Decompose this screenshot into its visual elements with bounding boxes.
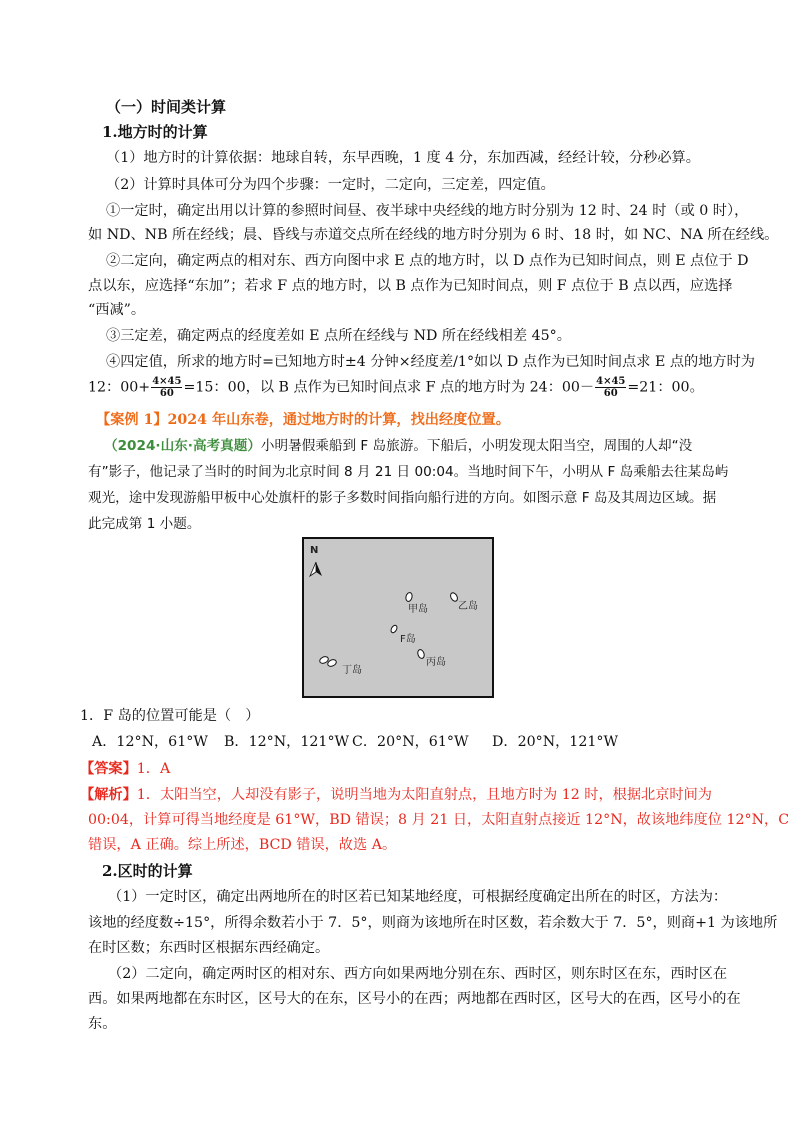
case-line4: 此完成第 1 小题。	[88, 516, 201, 532]
map-drawing	[304, 539, 492, 696]
paragraph-steps: （2）计算时具体可分为四个步骤：一定时，二定向，三定差，四定值。	[106, 177, 555, 193]
option-b: B．12°N，121°W	[224, 734, 350, 750]
fraction-denominator: 60	[603, 388, 618, 399]
case-text: 小明暑假乘船到 F 岛旅游。下船后，小明发现太阳当空，周围的人却“没	[260, 438, 693, 454]
zone-step1-line2: 该地的经度数÷15°，所得余数若小于 7．5°，则商为该地所在时区数，若余数大于 7．5°，则商+1 为该地所	[88, 915, 778, 931]
zone-step1-line3: 在时区数；东西时区根据东西经确定。	[88, 940, 330, 956]
step1-line1: ①一定时，确定出用以计算的参照时间昼、夜半球中央经线的地方时分别为 12 时、24 时（或 0 时），	[106, 203, 749, 219]
case-line1	[104, 436, 692, 456]
answer-value: 1．A	[136, 761, 171, 777]
step2-line2: 点以东，应选择“东加”；若求 F 点的地方时，以 B 点作为已知时间点，则 F 点位于 B 点以西，应选择	[88, 278, 733, 294]
zone-step2-line3: 东。	[88, 1016, 117, 1032]
analysis-text: 1．太阳当空，人却没有影子，说明当地为太阳直射点，且地方时为 12 时，根据北京时间为	[136, 787, 712, 803]
north-label: N	[310, 545, 319, 556]
case-line2: 有”影子，他记录了当时的时间为北京时间 8 月 21 日 00:04。当地时间下午，小明从 F 岛乘船去往某岛屿	[88, 464, 729, 480]
north-arrow-icon	[310, 562, 322, 576]
section-title: （一）时间类计算	[106, 98, 227, 116]
zone-step2-line1: （2）二定向，确定两时区的相对东、西方向如果两地分别在东、西时区，则东时区在东，西时区在	[108, 966, 728, 982]
option-d: D．20°N，121°W	[492, 734, 619, 750]
analysis-label: 【解析】	[80, 787, 137, 803]
island-f-label: F岛	[400, 634, 416, 645]
analysis-line2: 00:04，计算可得当地经度是 61°W，BD 错误；8 月 21 日，太阳直射点接近 12°N，故该地纬度位 12°N，C	[88, 812, 790, 828]
step2-line3: “西减”。	[88, 302, 146, 318]
island-yi-label: 乙岛	[458, 601, 478, 612]
formula-part-c: =21：00。	[627, 379, 704, 396]
formula-part-b: =15：00，以 B 点作为已知时间点求 F 点的地方时为 24：00－	[183, 379, 595, 396]
island-jia-label: 甲岛	[408, 604, 428, 615]
paragraph-basis: （1）地方时的计算依据：地球自转，东早西晚，1 度 4 分，东加西减，经经计较，分秒必算。	[106, 150, 700, 166]
island-ding-shape	[319, 655, 338, 667]
step2-line1: ②二定向，确定两点的相对东、西方向图中求 E 点的地方时，以 D 点作为已知时间点，则 E 点位于 D	[106, 253, 749, 269]
answer-label: 【答案】	[80, 761, 137, 777]
step4-line1: ④四定值，所求的地方时=已知地方时±4 分钟×经度差/1°如以 D 点作为已知时间点求 E 点的地方时为	[106, 354, 755, 370]
option-c: C．20°N，61°W	[352, 734, 469, 750]
step4-line2	[88, 376, 704, 399]
island-ding-label: 丁岛	[342, 665, 362, 676]
fraction-2	[595, 376, 626, 399]
subsection-title-zone-time: 2.区时的计算	[102, 862, 193, 880]
island-bing-shape	[417, 649, 426, 660]
fraction-numerator: 4×45	[596, 376, 626, 387]
island-map	[302, 537, 494, 698]
zone-step2-line2: 西。如果两地都在东时区，区号大的在东，区号小的在西；两地都在西时区，区号大的在西，区号小的在	[88, 991, 741, 1007]
step3: ③三定差，确定两点的经度差如 E 点所在经线与 ND 所在经线相差 45°。	[106, 328, 571, 344]
answer-line	[80, 759, 170, 779]
analysis-line3: 错误，A 正确。综上所述，BCD 错误，故选 A。	[88, 837, 397, 853]
zone-step1-line1: （1）一定时区，确定出两地所在的时区若已知某地经度，可根据经度确定出所在的时区，方法为：	[108, 889, 728, 905]
question-stem: 1．F 岛的位置可能是（ ）	[80, 708, 260, 724]
island-f-shape	[390, 624, 398, 633]
case-line3: 观光，途中发现游船甲板中心处旗杆的影子多数时间指向船行进的方向。如图示意 F 岛及其周边区域。据	[88, 490, 717, 506]
analysis-line1	[80, 785, 712, 805]
island-bing-label: 丙岛	[426, 657, 446, 668]
step1-line2: 如 ND、NB 所在经线；晨、昏线与赤道交点所在经线的地方时分别为 6 时、18 时，如 NC、NA 所在经线。	[88, 227, 779, 243]
source-tag: （2024·山东·高考真题）	[104, 438, 261, 454]
fraction-1	[151, 376, 182, 399]
island-jia-shape	[405, 592, 413, 602]
subsection-title-local-time: 1.地方时的计算	[102, 123, 208, 141]
fraction-numerator: 4×45	[152, 376, 182, 387]
fraction-denominator: 60	[159, 388, 174, 399]
formula-part-a: 12：00+	[88, 379, 151, 396]
case-label: 【案例 1】2024 年山东卷，通过地方时的计算，找出经度位置。	[96, 412, 510, 428]
option-a: A．12°N，61°W	[92, 734, 208, 750]
